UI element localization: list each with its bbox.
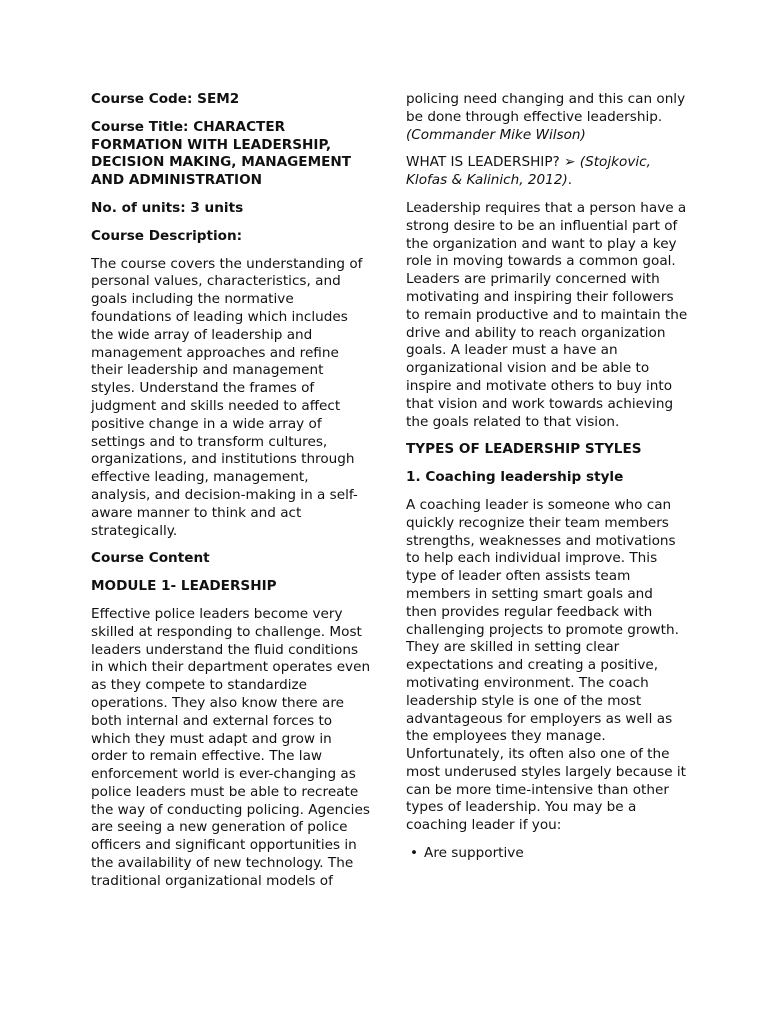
question-paragraph [406,154,688,190]
number-of-units: No. of units: 3 units [91,199,244,216]
coaching-heading: 1. Coaching leadership style [406,469,624,486]
coaching-text: A coaching leader is someone who can quickly recognize their team members strengths, weaknesses and motivations to help each individual improve. This type of leader often assists team members in setting smart goals and then provides regular feedback with challenging projects to promote growth. They are skilled in setting clear expectations and creating a positive, motivating environment. The coach leadership style is one of the most advantageous for employers as well as the employees they manage. Unfortunately, its often also one of the most underused styles largely because it can be more time-intensive than other types of leadership. You may be a coaching leader if you: [406,496,686,834]
question-end: . [567,172,573,189]
course-description-text: The course covers the understanding of personal values, characteristics, and goals including the normative foundations of leading which includes the wide array of leadership and management approaches and refine their leadership and management styles. Understand the frames of judgment and skills needed to affect positive change in a wide array of settings and to transform cultures, organizations, and institutions through effective leading, management, analysis, and decision-making in a self-aware manner to think and act strategically. [91,255,363,539]
question-citation: ➢ (Stojkovic, Klofas & Kalinich, 2012) [406,154,651,189]
module-text: Effective police leaders become very skilled at responding to challenge. Most leaders understand the fluid conditions in which their department operates even as they compete to standardize operations. They also know there are both internal and external forces to which they must adapt and grow in order to remain effective. The law enforcement world is ever-changing as police leaders must be able to recreate the way of conducting policing. Agencies are seeing a new generation of police officers and significant opportunities in the availability of new technology. The traditional organizational models of [91,605,371,889]
course-title: Course Title: CHARACTER FORMATION WITH LEADERSHIP, DECISION MAKING, MANAGEMENT AND ADMINISTRATION [91,118,352,189]
continuation-text: policing need changing and this can only be done through effective leadership. [406,91,686,125]
module-heading: MODULE 1- LEADERSHIP [91,578,277,595]
course-description-heading: Course Description: [91,227,243,244]
continuation-citation: (Commander Mike Wilson) [406,126,586,143]
course-code: Course Code: SEM2 [91,91,240,107]
continuation-paragraph [406,91,688,144]
bullet-list [406,845,688,863]
leadership-definition-text: Leadership requires that a person have a strong desire to be an influential part of the organization and want to play a key role in moving towards a common goal. Leaders are primarily concerned with motivating and inspiring their followers to remain productive and to maintain the drive and ability to reach organization goals. A leader must a have an organizational vision and be able to inspire and motivate others to buy into that vision and work towards achieving the goals related to that vision. [406,199,688,430]
right-column [406,91,688,863]
types-heading: TYPES OF LEADERSHIP STYLES [406,441,642,458]
left-column [91,91,371,901]
course-content-heading: Course Content [91,550,210,567]
question-text: WHAT IS LEADERSHIP? [406,154,560,171]
bullet-item: • Are supportive [410,845,688,863]
